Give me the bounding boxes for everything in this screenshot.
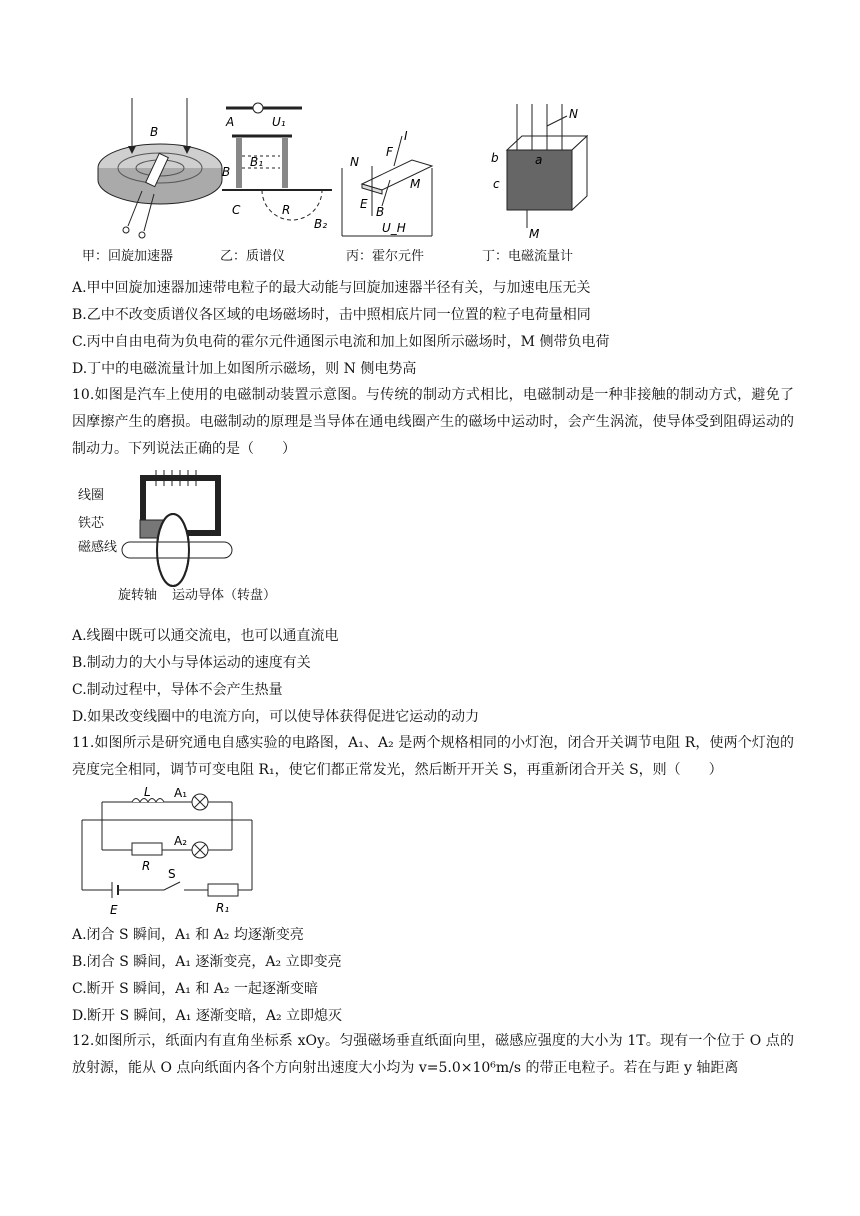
q12-stem: 12.如图所示，纸面内有直角坐标系 xOy。匀强磁场垂直纸面向里，磁感应强度的大小为 1T。现有一个位于 O 点的放射源，能从 O 点向纸面内各个方向射出速度大小均为 v=5.0×10⁶m/s 的带正电粒子。若在与距 y 轴距离: [72, 1033, 794, 1076]
brake-label-coil: 线圈: [78, 488, 105, 503]
cyclotron-diagram: [92, 96, 235, 246]
q10-stem: 10.如图是汽车上使用的电磁制动装置示意图。与传统的制动方式相比，电磁制动是一种非接触的制动方式，避免了因摩擦产生的磨损。电磁制动的原理是当导体在通电线圈产生的磁场中运动时，会产生涡流，使导体受到阻碍运动的制动力。下列说法正确的是（ ）: [72, 387, 794, 457]
flow-label-b: b: [491, 151, 499, 165]
circuit-label-l: L: [144, 785, 151, 799]
hall-element-diagram: [342, 96, 442, 246]
hall-label-uh: U_H: [382, 221, 406, 235]
hall-label-e: E: [360, 197, 368, 211]
ms-label-a: A: [226, 115, 235, 129]
hall-label-b: B: [376, 205, 385, 219]
caption-hall-element: 丙：霍尔元件: [346, 249, 425, 264]
q10-option-a: A.线圈中既可以通交流电，也可以通直流电: [72, 628, 339, 644]
circuit-label-r1: R₁: [216, 901, 230, 915]
caption-flowmeter: 丁：电磁流量计: [482, 249, 574, 264]
circuit-label-a2: A₂: [174, 834, 188, 848]
q9-figures: [72, 96, 612, 266]
caption-mass-spectrometer: 乙：质谱仪: [220, 249, 286, 264]
ms-label-u1: U₁: [272, 115, 286, 129]
brake-label-field: 磁感线: [78, 540, 118, 555]
ms-label-b: B: [222, 165, 231, 179]
brake-label-core: 铁芯: [78, 516, 105, 531]
brake-figure: [78, 470, 278, 610]
q9-option-c: C.丙中自由电荷为负电荷的霍尔元件通图示电流和加上如图所示磁场时，M 侧带负电荷: [72, 334, 610, 350]
ms-label-c: C: [232, 203, 241, 217]
flow-label-n: N: [569, 107, 578, 121]
circuit-label-r: R: [142, 859, 151, 873]
hall-label-m: M: [410, 177, 421, 191]
q11-stem: 11.如图所示是研究通电自感实验的电路图，A₁、A₂ 是两个规格相同的小灯泡，闭合开关调节电阻 R，使两个灯泡的亮度完全相同，调节可变电阻 R₁，使它们都正常发光，然后断开开关 S，再重新闭合开关 S，则（ ）: [72, 735, 794, 778]
ms-label-b2: B₂: [314, 217, 328, 231]
q10-option-b: B.制动力的大小与导体运动的速度有关: [72, 655, 311, 671]
ms-label-r: R: [282, 203, 291, 217]
cyclotron-label-b: B: [150, 125, 159, 139]
hall-label-i: I: [404, 129, 408, 143]
q10-option-c: C.制动过程中，导体不会产生热量: [72, 682, 283, 698]
circuit-label-e: E: [110, 903, 118, 917]
q11-option-d: D.断开 S 瞬间，A₁ 逐渐变暗，A₂ 立即熄灭: [72, 1008, 343, 1024]
flow-label-m: M: [529, 227, 540, 241]
flow-label-a: a: [535, 153, 543, 167]
mass-spectrometer-diagram: [222, 96, 342, 246]
q9-option-d: D.丁中的电磁流量计加上如图所示磁场，则 N 侧电势高: [72, 361, 417, 377]
circuit-label-s: S: [168, 867, 176, 881]
q9-option-b: B.乙中不改变质谱仪各区域的电场磁场时，击中照相底片同一位置的粒子电荷量相同: [72, 307, 591, 323]
q11-option-a: A.闭合 S 瞬间，A₁ 和 A₂ 均逐渐变亮: [72, 927, 304, 943]
hall-label-f: F: [386, 145, 393, 159]
flowmeter-diagram: [477, 96, 597, 246]
q9-option-a: A.甲中回旋加速器加速带电粒子的最大动能与回旋加速器半径有关，与加速电压无关: [72, 280, 591, 296]
circuit-label-a1: A₁: [174, 786, 188, 800]
hall-label-n: N: [350, 155, 359, 169]
brake-label-shaft: 旋转轴: [118, 588, 158, 603]
caption-cyclotron: 甲：回旋加速器: [82, 249, 174, 264]
ms-label-b1: B₁: [250, 155, 264, 169]
flow-label-c: c: [493, 177, 500, 191]
circuit-figure: [72, 785, 262, 920]
q11-option-b: B.闭合 S 瞬间，A₁ 逐渐变亮，A₂ 立即变亮: [72, 954, 342, 970]
brake-label-disk: 运动导体（转盘）: [172, 588, 277, 603]
q11-option-c: C.断开 S 瞬间，A₁ 和 A₂ 一起逐渐变暗: [72, 981, 318, 997]
q10-option-d: D.如果改变线圈中的电流方向，可以使导体获得促进它运动的动力: [72, 709, 480, 725]
